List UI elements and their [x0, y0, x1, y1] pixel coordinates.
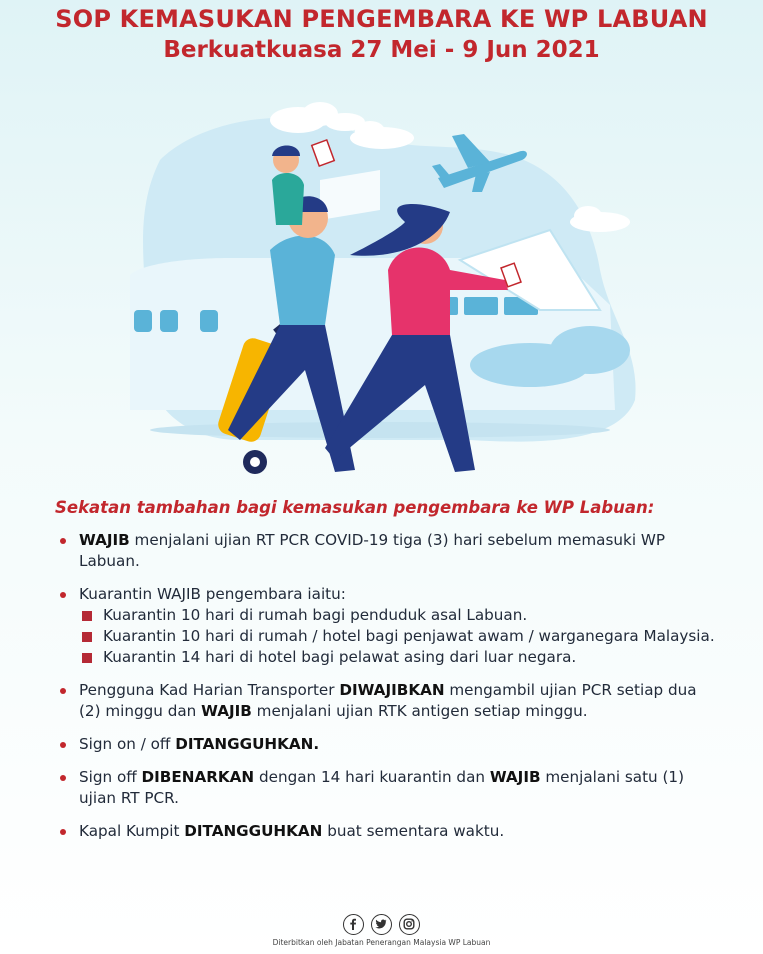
page-title: SOP KEMASUKAN PENGEMBARA KE WP LABUAN [55, 5, 708, 33]
facebook-icon[interactable] [343, 914, 364, 935]
sub-list-item: Kuarantin 10 hari di rumah bagi penduduk asal Labuan. [79, 605, 718, 626]
list-item: Kapal Kumpit DITANGGUHKAN buat sementara waktu. [58, 821, 718, 842]
publisher-footer: Diterbitkan oleh Jabatan Penerangan Malaysia WP Labuan [272, 938, 491, 947]
restrictions-list [58, 530, 718, 854]
section-heading: Sekatan tambahan bagi kemasukan pengembara ke WP Labuan: [55, 498, 655, 517]
instagram-icon[interactable] [399, 914, 420, 935]
twitter-icon[interactable] [371, 914, 392, 935]
list-item: Sign off DIBENARKAN dengan 14 hari kuarantin dan WAJIB menjalani satu (1) ujian RT PCR. [58, 767, 718, 809]
list-item: WAJIB menjalani ujian RT PCR COVID-19 tiga (3) hari sebelum memasuki WP Labuan. [58, 530, 718, 572]
quarantine-sublist [79, 605, 718, 668]
social-icons [0, 914, 763, 935]
list-item: Sign on / off DITANGGUHKAN. [58, 734, 718, 755]
list-item: Kuarantin WAJIB pengembara iaitu: Kuarantin 10 hari di rumah bagi penduduk asal Labuan. Kuarantin 10 hari di rumah / hotel bagi penjawat awam / warganegara Malaysia. Kuarantin 14 hari di hotel bagi pelawat asing dari luar negara. [58, 584, 718, 668]
page-subtitle: Berkuatkuasa 27 Mei - 9 Jun 2021 [163, 37, 600, 63]
sub-list-item: Kuarantin 10 hari di rumah / hotel bagi penjawat awam / warganegara Malaysia. [79, 626, 718, 647]
list-item: Pengguna Kad Harian Transporter DIWAJIBKAN mengambil ujian PCR setiap dua (2) minggu dan WAJIB menjalani ujian RTK antigen setiap minggu. [58, 680, 718, 722]
sub-list-item: Kuarantin 14 hari di hotel bagi pelawat asing dari luar negara. [79, 647, 718, 668]
travel-illustration [120, 100, 650, 485]
